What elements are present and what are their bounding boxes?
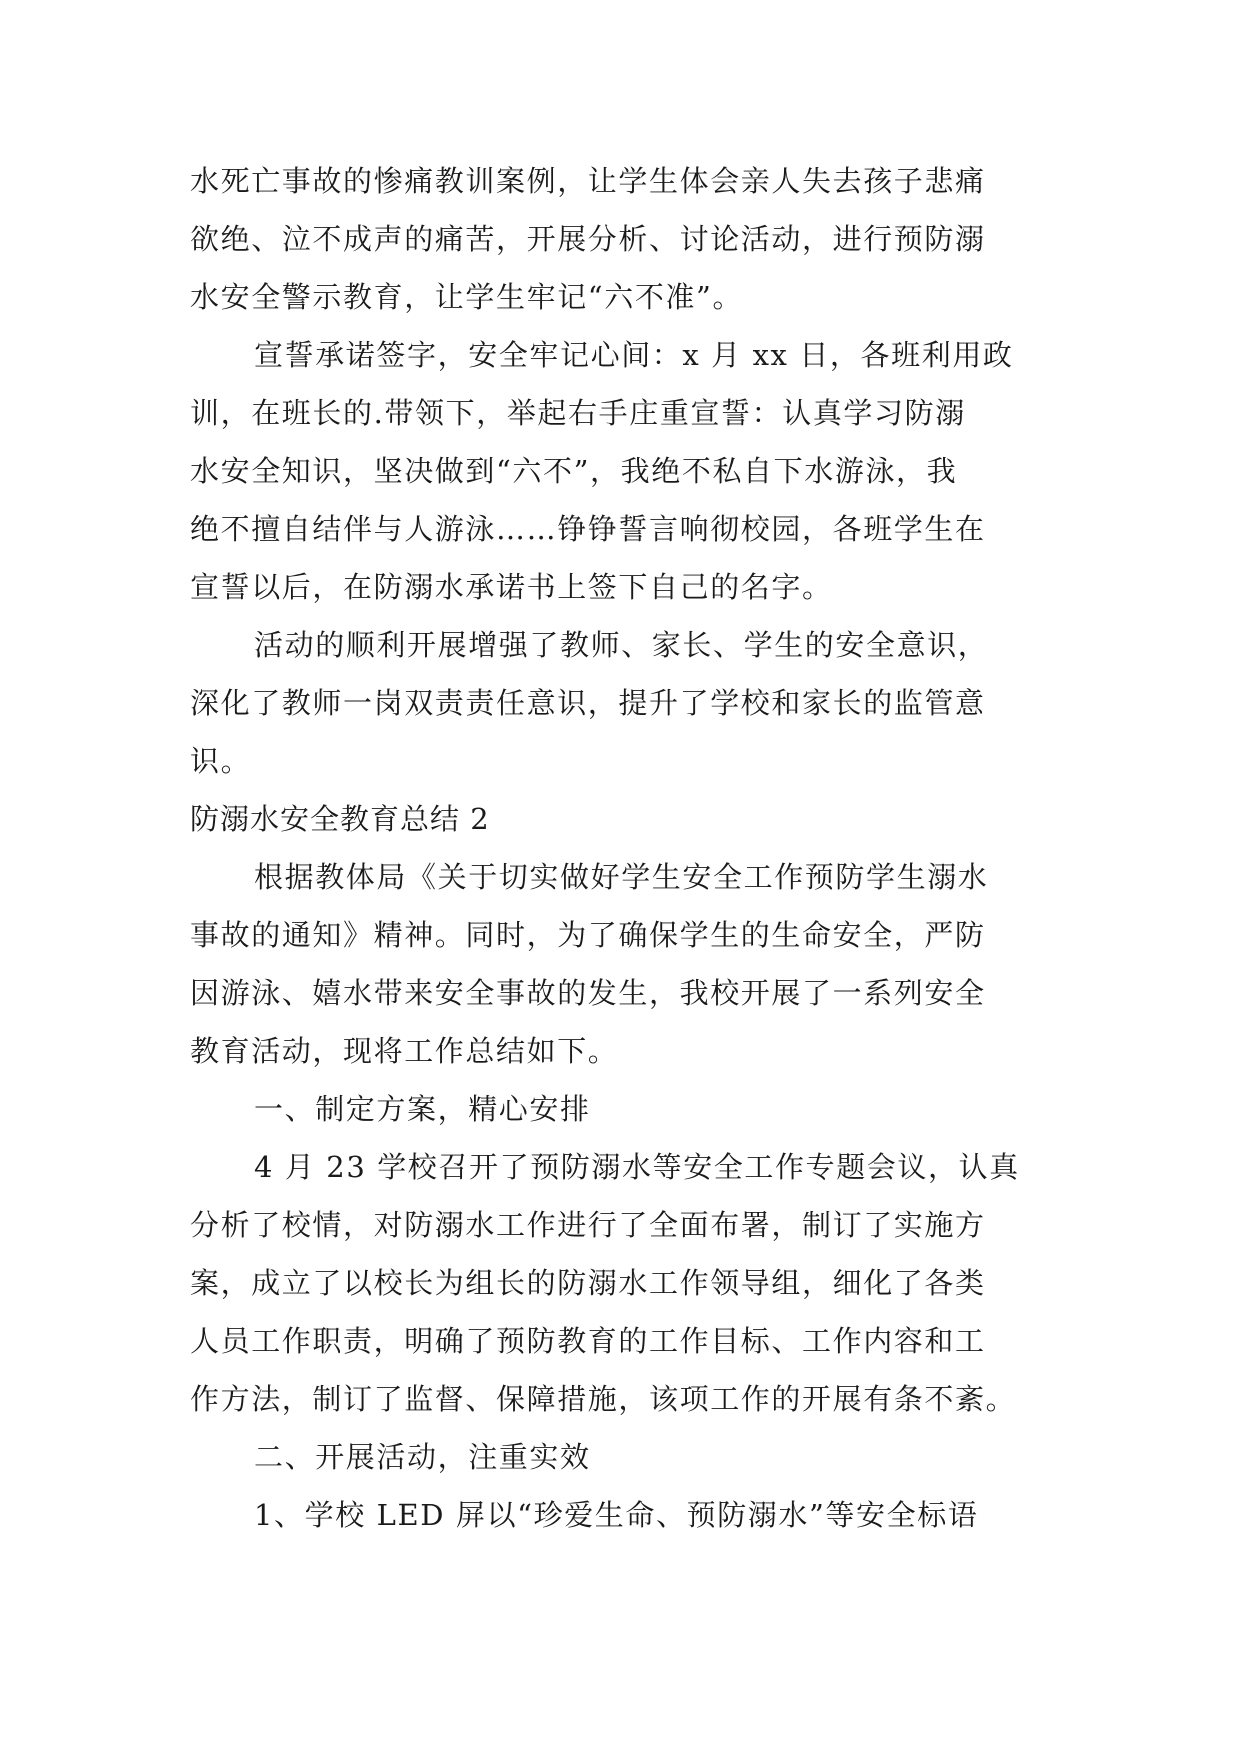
text-line: 案，成立了以校长为组长的防溺水工作领导组，细化了各类 <box>190 1266 986 1300</box>
text-line: 绝不擅自结伴与人游泳……铮铮誓言响彻校园，各班学生在 <box>190 512 986 546</box>
text-line: 二、开展活动，注重实效 <box>254 1440 591 1474</box>
section-heading: 防溺水安全教育总结 2 <box>190 802 490 836</box>
text-line: 1、学校 LED 屏以“珍爱生命、预防溺水”等安全标语 <box>254 1498 979 1532</box>
text-line: 教育活动，现将工作总结如下。 <box>190 1034 619 1068</box>
text-line: 活动的顺利开展增强了教师、家长、学生的安全意识， <box>254 628 989 662</box>
text-line: 人员工作职责，明确了预防教育的工作目标、工作内容和工 <box>190 1324 986 1358</box>
document-body <box>190 152 1050 1544</box>
text-line: 宣誓承诺签字，安全牢记心间：x 月 xx 日，各班利用政 <box>254 338 1014 372</box>
text-line: 因游泳、嬉水带来安全事故的发生，我校开展了一系列安全 <box>190 976 986 1010</box>
text-line: 作方法，制订了监督、保障措施，该项工作的开展有条不紊。 <box>190 1382 1017 1416</box>
text-line: 根据教体局《关于切实做好学生安全工作预防学生溺水 <box>254 860 989 894</box>
text-line: 水死亡事故的惨痛教训案例，让学生体会亲人失去孩子悲痛 <box>190 164 986 198</box>
text-line: 分析了校情，对防溺水工作进行了全面布署，制订了实施方 <box>190 1208 986 1242</box>
text-line: 深化了教师一岗双责责任意识，提升了学校和家长的监管意 <box>190 686 986 720</box>
text-line: 欲绝、泣不成声的痛苦，开展分析、讨论活动，进行预防溺 <box>190 222 986 256</box>
text-line: 宣誓以后，在防溺水承诺书上签下自己的名字。 <box>190 570 833 604</box>
text-line: 识。 <box>190 744 252 778</box>
text-line: 一、制定方案，精心安排 <box>254 1092 591 1126</box>
text-line: 4 月 23 学校召开了预防溺水等安全工作专题会议，认真 <box>254 1150 1020 1184</box>
text-line: 水安全知识，坚决做到“六不”，我绝不私自下水游泳，我 <box>190 454 958 488</box>
text-line: 训，在班长的.带领下，举起右手庄重宣誓：认真学习防溺 <box>190 396 966 430</box>
text-line: 事故的通知》精神。同时，为了确保学生的生命安全，严防 <box>190 918 986 952</box>
text-line: 水安全警示教育，让学生牢记“六不准”。 <box>190 280 744 314</box>
